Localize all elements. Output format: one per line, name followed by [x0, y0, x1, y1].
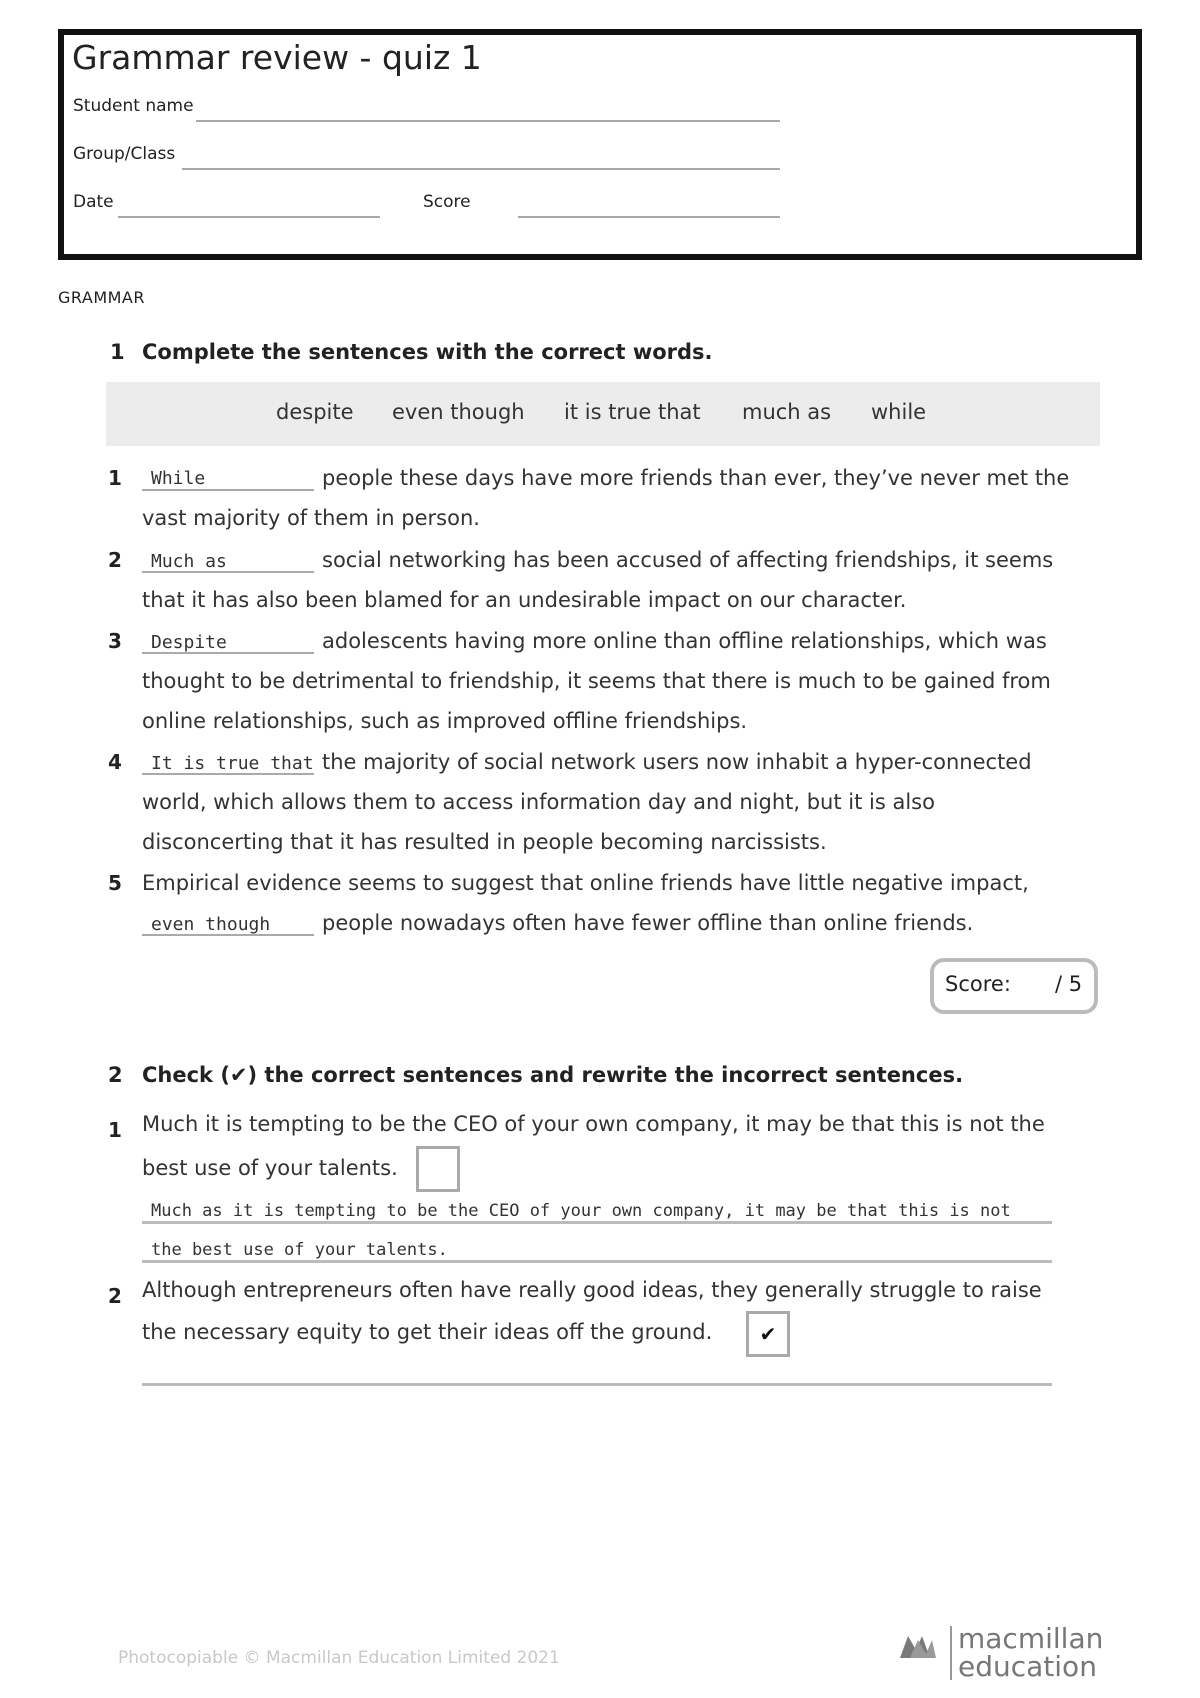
sentence-line: Much it is tempting to be the CEO of your own company, it may be that this is not the — [142, 1112, 1045, 1136]
item-number: 1 — [108, 1118, 122, 1142]
score-total: / 5 — [1055, 972, 1083, 996]
student-name-field[interactable] — [196, 120, 780, 122]
exercise2-number: 2 — [108, 1063, 123, 1087]
logo-divider — [950, 1626, 952, 1680]
rewrite-line[interactable] — [142, 1383, 1052, 1386]
quiz-title: Grammar review - quiz 1 — [72, 38, 482, 77]
check-box[interactable] — [416, 1146, 460, 1192]
rewrite-line[interactable] — [142, 1260, 1052, 1263]
sentence-line: vast majority of them in person. — [142, 506, 480, 530]
answer-text: Despite — [151, 632, 227, 653]
sentence-line: thought to be detrimental to friendship, it seems that there is much to be gained from — [142, 669, 1051, 693]
item-number: 1 — [108, 466, 122, 490]
section-label: GRAMMAR — [58, 288, 145, 307]
answer-blank[interactable] — [142, 652, 314, 654]
sentence-line: that it has also been blamed for an undesirable impact on our character. — [142, 588, 907, 612]
sentence-line: Although entrepreneurs often have really good ideas, they generally struggle to raise — [142, 1278, 1042, 1302]
sentence-line: adolescents having more online than offline relationships, which was — [322, 629, 1047, 653]
item-number: 2 — [108, 548, 122, 572]
sentence-line: online relationships, such as improved offline friendships. — [142, 709, 748, 733]
logo-text: macmillan — [958, 1622, 1104, 1655]
exercise1-instruction: Complete the sentences with the correct words. — [142, 340, 713, 364]
word-bank-item: it is true that — [564, 400, 701, 424]
item-number: 2 — [108, 1284, 122, 1308]
word-bank-item: despite — [276, 400, 354, 424]
sentence-line: best use of your talents. — [142, 1156, 398, 1180]
sentence-line: people nowadays often have fewer offline than online friends. — [322, 911, 974, 935]
answer-text: Much as — [151, 551, 227, 572]
copyright-text: Photocopiable © Macmillan Education Limited 2021 — [118, 1648, 560, 1668]
student-name-label: Student name — [73, 96, 194, 116]
sentence-line: social networking has been accused of affecting friendships, it seems — [322, 548, 1054, 572]
sentence-line: disconcerting that it has resulted in people becoming narcissists. — [142, 830, 827, 854]
date-label: Date — [73, 192, 114, 212]
group-field[interactable] — [182, 168, 780, 170]
sentence-line: people these days have more friends than ever, they’ve never met the — [322, 466, 1070, 490]
score-field[interactable] — [518, 216, 780, 218]
score-field-label: Score — [423, 192, 471, 212]
sentence-line: Empirical evidence seems to suggest that online friends have little negative impact, — [142, 871, 1029, 895]
sentence-line: the necessary equity to get their ideas off the ground. — [142, 1320, 713, 1344]
answer-text: even though — [151, 914, 271, 935]
sentence-line: world, which allows them to access information day and night, but it is also — [142, 790, 935, 814]
sentence-line: the majority of social network users now inhabit a hyper-connected — [322, 750, 1032, 774]
item-number: 5 — [108, 871, 122, 895]
macmillan-logo-icon — [898, 1630, 938, 1666]
word-bank-item: even though — [392, 400, 525, 424]
answer-text: While — [151, 468, 206, 489]
score-label: Score: — [945, 972, 1011, 996]
answer-blank[interactable] — [142, 489, 314, 491]
item-number: 4 — [108, 750, 122, 774]
word-bank-item: while — [871, 400, 927, 424]
check-box[interactable]: ✔ — [746, 1311, 790, 1357]
rewrite-text: Much as it is tempting to be the CEO of your own company, it may be that this is not — [151, 1201, 1011, 1221]
item-number: 3 — [108, 629, 122, 653]
date-field[interactable] — [118, 216, 380, 218]
answer-text: It is true that — [151, 753, 314, 774]
rewrite-line[interactable] — [142, 1221, 1052, 1224]
logo-text: education — [958, 1650, 1097, 1683]
word-bank-item: much as — [742, 400, 832, 424]
rewrite-text: the best use of your talents. — [151, 1240, 448, 1260]
answer-blank[interactable] — [142, 571, 314, 573]
exercise2-instruction: Check (✔) the correct sentences and rewrite the incorrect sentences. — [142, 1063, 964, 1087]
group-label: Group/Class — [73, 144, 176, 164]
answer-blank[interactable] — [142, 773, 314, 775]
answer-blank[interactable] — [142, 934, 314, 936]
exercise1-number: 1 — [110, 340, 125, 364]
